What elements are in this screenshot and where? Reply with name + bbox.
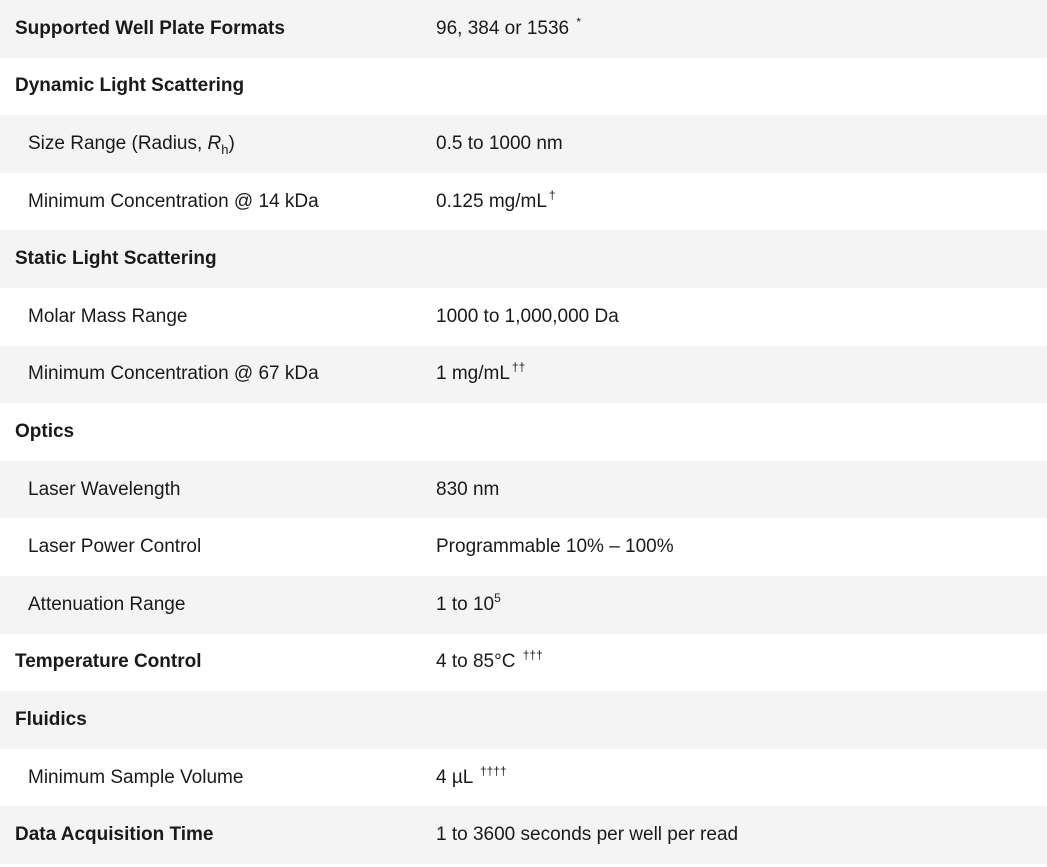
spec-label: Data Acquisition Time [0,806,421,864]
table-row [0,288,1047,346]
section-heading: Dynamic Light Scattering [15,75,245,97]
spec-label: Laser Wavelength [0,461,421,519]
spec-value [421,0,1047,58]
spec-label: Supported Well Plate Formats [0,0,421,58]
spec-value: 830 nm [421,461,1047,519]
footnote-marker: * [576,14,582,29]
table-row [0,634,1047,692]
spec-value-text: 1 to 10 [436,593,495,615]
radius-symbol: R [207,132,222,154]
spec-label [0,115,421,173]
footnote-marker: †††† [479,763,507,778]
spec-value [421,576,1047,634]
radius-subscript: h [221,141,229,157]
table-row [0,806,1047,864]
spec-value [421,173,1047,231]
spec-label: Laser Power Control [28,536,202,558]
spec-value [421,346,1047,404]
spec-value: Programmable 10% – 100% [436,536,674,558]
spec-label: Attenuation Range [0,576,421,634]
table-row [0,58,1047,116]
table-row [0,230,1047,288]
table-row [0,576,1047,634]
spec-label: Minimum Concentration @ 14 kDa [28,190,319,212]
table-row [0,691,1047,749]
footnote-marker: † [548,187,556,202]
table-row [0,0,1047,58]
spec-label: Molar Mass Range [28,305,188,327]
spec-value-text: 4 to 85°C [436,651,516,673]
spec-value: 1000 to 1,000,000 Da [436,305,619,327]
spec-label-text: Size Range (Radius, [28,132,208,154]
spec-value [421,634,1047,692]
spec-value-text: 4 µL [436,766,473,788]
table-row [0,346,1047,404]
spec-value-text: 0.125 mg/mL [436,190,547,212]
footnote-marker: ††† [522,648,543,663]
spec-value: 0.5 to 1000 nm [421,115,1047,173]
table-row [0,115,1047,173]
section-heading: Fluidics [0,691,421,749]
table-row [0,403,1047,461]
section-heading: Optics [15,420,75,442]
spec-label-suffix: ) [228,132,235,154]
spec-label: Minimum Sample Volume [28,766,244,788]
spec-value-text: 1 mg/mL [436,363,510,385]
spec-label: Minimum Concentration @ 67 kDa [0,346,421,404]
spec-value [421,749,1047,807]
exponent: 5 [494,590,501,605]
spec-value-text: 96, 384 or 1536 [436,17,570,39]
footnote-marker: †† [511,360,526,375]
spec-value [421,691,1047,749]
spec-value: 1 to 3600 seconds per well per read [421,806,1047,864]
spec-label: Temperature Control [15,651,202,673]
spec-value [421,58,1047,116]
table-row [0,461,1047,519]
spec-value [421,403,1047,461]
table-row [0,518,1047,576]
table-row [0,749,1047,807]
table-row [0,173,1047,231]
section-heading: Static Light Scattering [0,230,421,288]
spec-value [421,230,1047,288]
